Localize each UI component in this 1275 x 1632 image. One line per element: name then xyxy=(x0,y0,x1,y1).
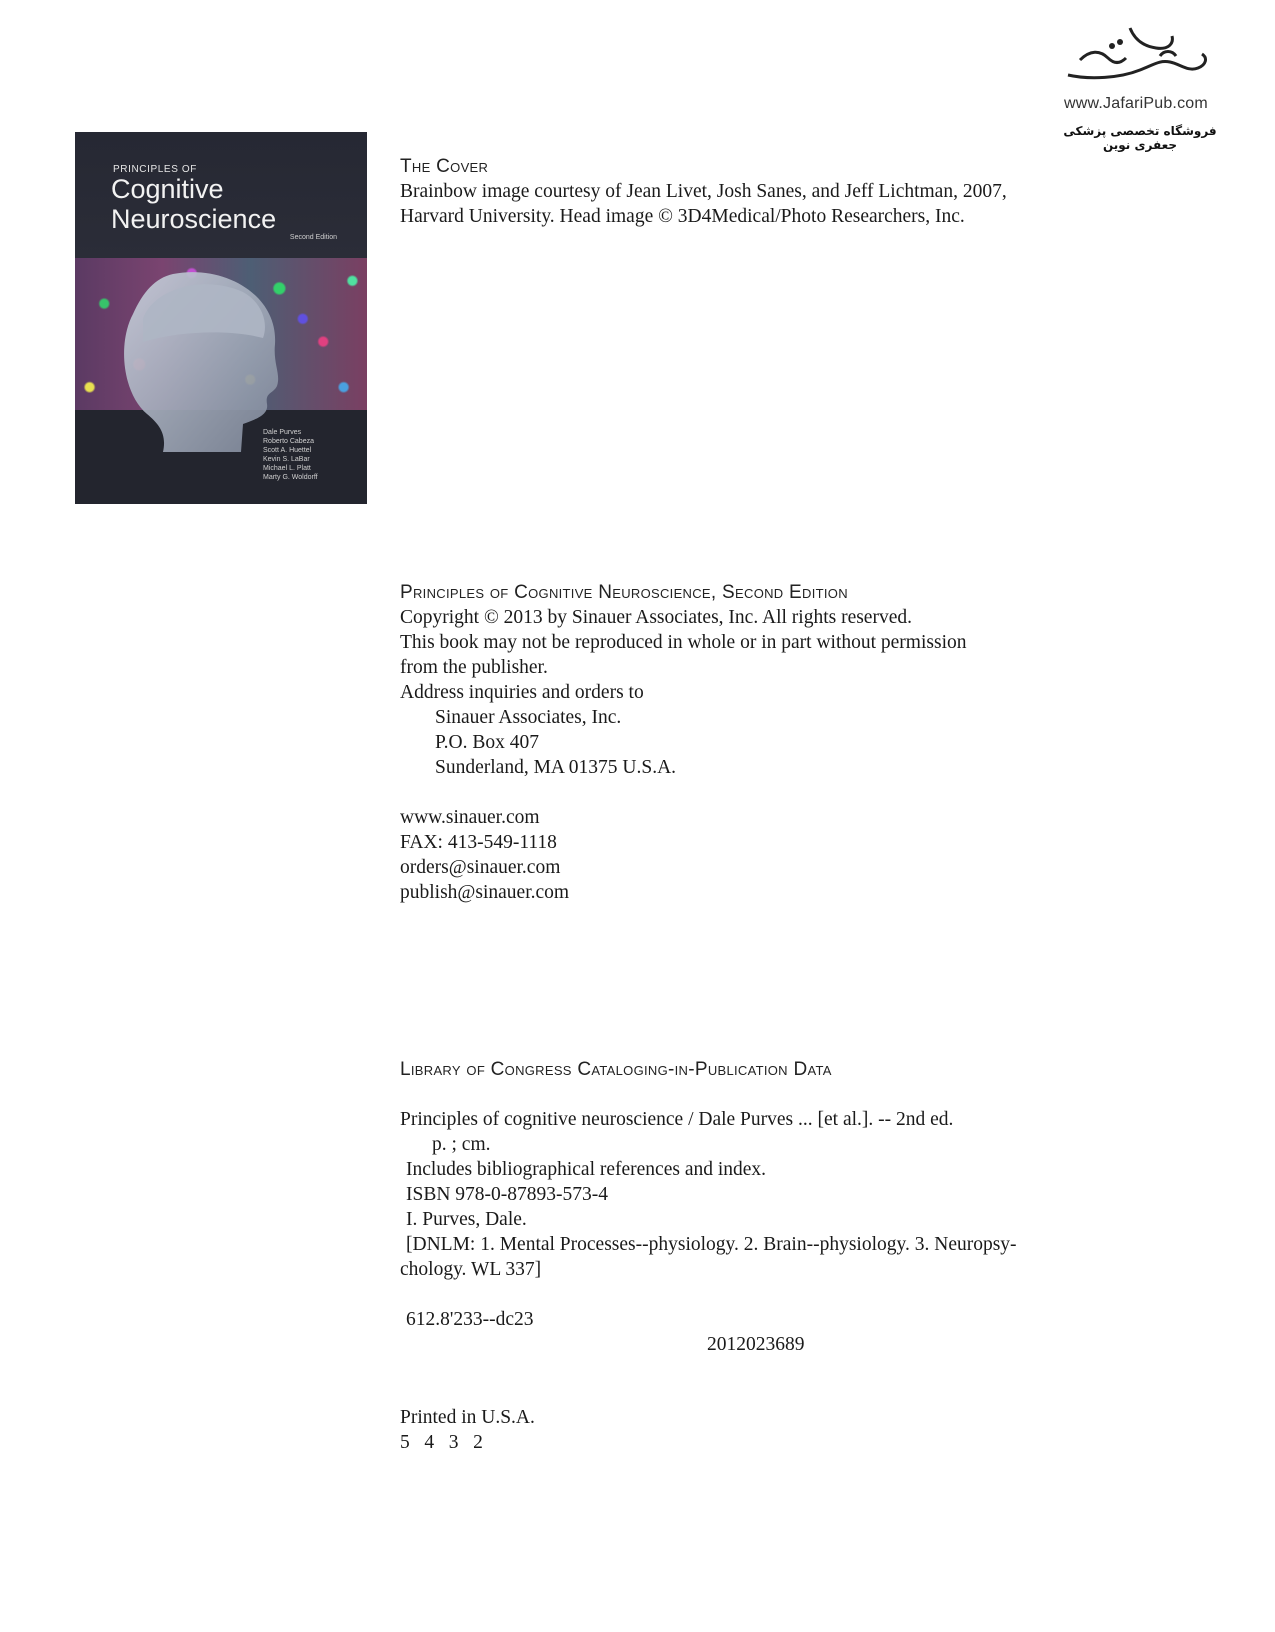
cip-heading: Library of Congress Cataloging-in-Publication Data xyxy=(400,1059,832,1080)
cover-credit-line: Brainbow image courtesy of Jean Livet, Josh Sanes, and Jeff Lichtman, 2007, xyxy=(400,181,1007,202)
cover-credit-line: Harvard University. Head image © 3D4Medical/Photo Researchers, Inc. xyxy=(400,206,965,227)
cip-line: [DNLM: 1. Mental Processes--physiology. 2. Brain--physiology. 3. Neuropsy- xyxy=(406,1234,1017,1255)
cover-author: Michael L. Platt xyxy=(263,465,311,472)
cip-continuation: chology. WL 337] xyxy=(400,1259,542,1280)
cip-isbn: ISBN 978-0-87893-573-4 xyxy=(406,1184,609,1205)
copyright-line: Address inquiries and orders to xyxy=(400,682,644,703)
cover-title-line1: Cognitive xyxy=(111,174,224,204)
printing-section xyxy=(400,1405,535,1455)
cip-classification: 612.8'233--dc23 xyxy=(406,1309,534,1330)
orders-email-link[interactable]: orders@sinauer.com xyxy=(400,857,561,878)
cover-author: Roberto Cabeza xyxy=(263,438,314,445)
cip-pages-line: p. ; cm. xyxy=(432,1134,491,1155)
cip-section xyxy=(400,1057,1017,1357)
copyright-heading: Principles of Cognitive Neuroscience, Second Edition xyxy=(400,582,848,603)
cover-author: Dale Purves xyxy=(263,429,302,436)
cip-line: Includes bibliographical references and index. xyxy=(406,1159,767,1180)
watermark-tagline: فروشگاه تخصصی پزشکی جعفری نوین xyxy=(1063,124,1217,152)
cover-credit-heading: The Cover xyxy=(400,156,489,177)
watermark-url: www.JafariPub.com xyxy=(1064,95,1208,112)
cover-kicker: PRINCIPLES OF xyxy=(113,164,197,175)
spacer xyxy=(400,780,966,805)
copyright-section xyxy=(400,580,966,905)
cip-lccn: 2012023689 xyxy=(707,1334,805,1355)
printing-numbers: 5 4 3 2 xyxy=(400,1432,483,1453)
cip-line: I. Purves, Dale. xyxy=(406,1209,527,1230)
spacer xyxy=(400,1082,1017,1107)
copyright-line: Copyright © 2013 by Sinauer Associates, Inc. All rights reserved. xyxy=(400,607,912,628)
calligraphy-logo-icon xyxy=(1060,20,1210,90)
cover-authors xyxy=(263,428,318,482)
website-link[interactable]: www.sinauer.com xyxy=(400,807,540,828)
address-line: Sunderland, MA 01375 U.S.A. xyxy=(435,757,677,778)
publish-email-link[interactable]: publish@sinauer.com xyxy=(400,882,570,903)
address-line: P.O. Box 407 xyxy=(435,732,540,753)
cover-credit-section xyxy=(400,154,1007,229)
cover-edition: Second Edition xyxy=(289,234,337,241)
fax-number: FAX: 413-549-1118 xyxy=(400,832,557,853)
copyright-line: This book may not be reproduced in whole or in part without permission xyxy=(400,632,967,653)
spacer xyxy=(400,1282,1017,1307)
head-silhouette-icon xyxy=(103,264,303,454)
cip-title-line: Principles of cognitive neuroscience / Dale Purves ... [et al.]. -- 2nd ed. xyxy=(400,1109,954,1130)
printed-in: Printed in U.S.A. xyxy=(400,1407,535,1428)
cover-author: Scott A. Huettel xyxy=(263,447,312,454)
address-line: Sinauer Associates, Inc. xyxy=(435,707,622,728)
book-cover-image xyxy=(75,132,367,504)
cover-title-line2: Neuroscience xyxy=(111,204,277,234)
publisher-watermark xyxy=(1040,18,1240,152)
cover-author: Marty G. Woldorff xyxy=(263,474,318,481)
cover-author: Kevin S. LaBar xyxy=(263,456,310,463)
copyright-line: from the publisher. xyxy=(400,657,548,678)
